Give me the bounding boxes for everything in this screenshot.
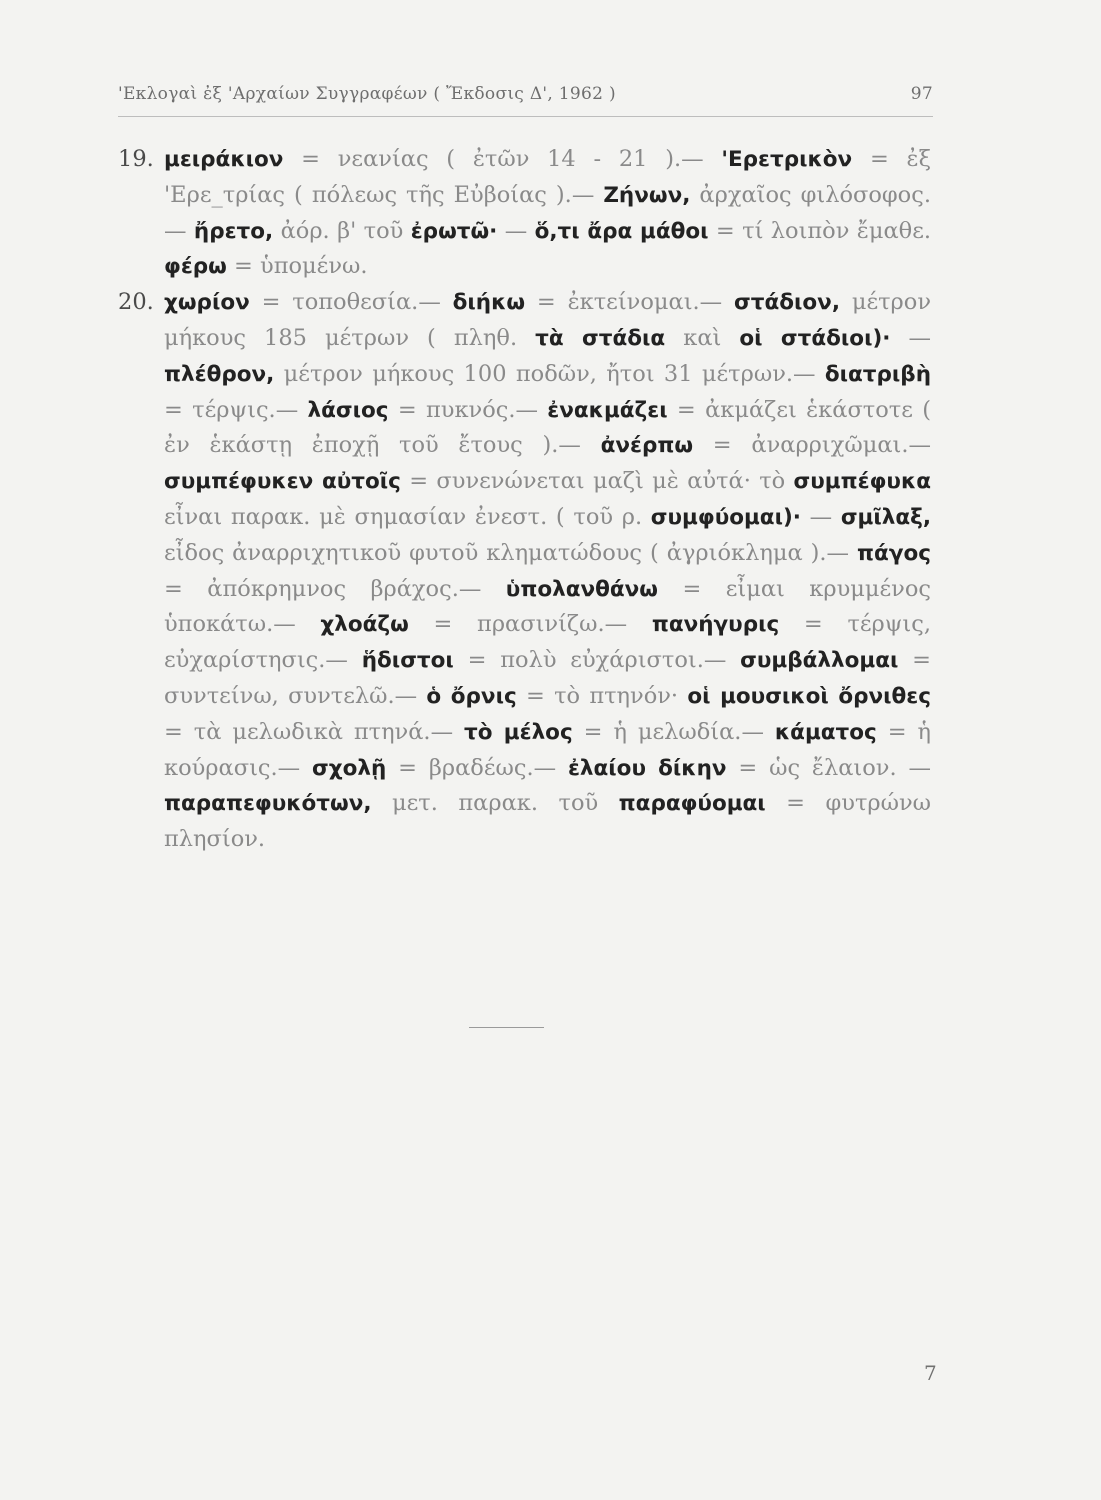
headword: στάδιον,	[734, 290, 840, 316]
definition-text: καὶ	[665, 324, 740, 351]
header-rule	[118, 116, 933, 117]
definition-text: = εἶμαι κρυμμένος ὑποκάτω.—	[164, 575, 931, 638]
glossary-entry-19	[118, 142, 932, 285]
definition-text: = ἡ μελωδία.—	[572, 718, 775, 745]
headword: ἀνέρπω	[600, 433, 694, 459]
definition-text: = τέρψις, εὐχαρίστησις.—	[164, 611, 931, 674]
definition-text: = ἀπόκρημνος βράχος.—	[164, 575, 506, 602]
definition-text: μέτρον μήκους 100 ποδῶν, ἤτοι 31 μέτρων.—	[274, 360, 825, 387]
headword: σμῖλαξ,	[840, 504, 932, 530]
definition-text: = ἡ κούρασις.—	[164, 718, 931, 781]
headword: ἐλαίου δίκην	[567, 755, 727, 781]
headword: συμπέφυκεν αὐτοῖς	[164, 469, 401, 495]
headword: ὑπολανθάνω	[505, 576, 658, 602]
definition-text: ἀόρ. β' τοῦ	[273, 217, 411, 244]
page-number: 97	[910, 84, 933, 104]
headword: μειράκιον	[164, 147, 284, 172]
running-header	[118, 84, 933, 104]
definition-text: = τέρψις.—	[164, 396, 308, 423]
definition-text: = νεανίας ( ἐτῶν 14 - 21 ).—	[283, 146, 722, 172]
definition-text: —	[800, 503, 841, 530]
definition-text: = βραδέως.—	[386, 754, 568, 781]
definition-text: = ὡς ἔλαιον. —	[726, 754, 931, 781]
headword: 'Ερετρικὸν	[721, 147, 853, 172]
headword: παραφύομαι	[618, 791, 766, 817]
headword: ὅ,τι ἄρα μάθοι	[534, 218, 709, 244]
definition-text: —	[497, 217, 535, 244]
definition-text: = τὸ πτηνόν·	[516, 682, 688, 709]
definition-text: = συνενώνεται μαζὶ μὲ αὐτά· τὸ	[400, 468, 794, 495]
headword: ἤρετο,	[193, 218, 274, 244]
headword: διατριβὴ	[824, 361, 931, 387]
definition-text: = φυτρώνω πλησίον.	[164, 790, 932, 853]
headword: σχολῇ	[312, 755, 387, 781]
definition-text: = τὰ μελωδικὰ πτηνά.—	[164, 718, 465, 745]
headword: συμπέφυκα	[793, 469, 931, 495]
headword: οἱ μουσικοὶ ὄρνιθες	[687, 683, 931, 709]
headword: ἐνακμάζει	[547, 397, 668, 423]
headword: χωρίον	[164, 290, 250, 316]
headword: ἥδιστοι	[361, 648, 454, 674]
headword: πλέθρον,	[164, 361, 275, 387]
definition-text: = ἐξ 'Ερε_τρίας ( πόλεως τῆς Εὐβοίας ).—	[164, 146, 932, 208]
headword: διήκω	[452, 290, 526, 316]
headword: ὁ ὄρνις	[426, 683, 517, 709]
entry-number: 20.	[118, 289, 154, 316]
definition-text: = πυκνός.—	[388, 396, 548, 423]
headword: τὰ στάδια	[535, 325, 666, 351]
definition-text: = πρασινίζω.—	[408, 611, 652, 638]
definition-text: εἶναι παρακ. μὲ σημασίαν ἐνεστ. ( τοῦ ρ.	[164, 503, 651, 530]
headword: χλοάζω	[320, 612, 409, 638]
definition-text: = συντείνω, συντελῶ.—	[164, 647, 931, 709]
definition-text: = ἀναρριχῶμαι.—	[693, 432, 931, 459]
end-separator-rule	[469, 1027, 544, 1028]
entry-text	[164, 289, 931, 852]
headword: συμβάλλομαι	[740, 648, 899, 674]
signature-mark: 7	[924, 1361, 937, 1385]
headword: λάσιος	[307, 397, 389, 423]
headword: τὸ μέλος	[464, 719, 573, 745]
headword: οἱ στάδιοι)·	[739, 325, 891, 351]
headword: φέρω	[164, 254, 227, 280]
headword: συμφύομαι)·	[650, 504, 801, 530]
definition-text: μέτρον μήκους 185 μέτρων ( πληθ.	[164, 289, 931, 351]
definition-text: = ἐκτείνομαι.—	[525, 289, 735, 316]
definition-text: —	[890, 324, 932, 351]
headword: πάγος	[857, 540, 931, 566]
definition-text: = τί λοιπὸν ἔμαθε.	[708, 217, 932, 244]
definition-text: = ὑπομένω.	[226, 253, 368, 280]
glossary-body	[118, 142, 932, 858]
running-header-title: 'Εκλογαὶ ἐξ 'Αρχαίων Συγγραφέων ( Ἔκδοσις Δ', 1962 )	[118, 84, 616, 104]
headword: παραπεφυκότων,	[164, 791, 372, 817]
headword: Ζήνων,	[603, 182, 691, 208]
glossary-entry-20	[118, 285, 932, 858]
definition-text: = πολὺ εὐχάριστοι.—	[453, 647, 741, 674]
definition-text: = ἀκμάζει ἑκάστοτε ( ἐν ἑκάστῃ ἐποχῇ τοῦ ἔτους ).—	[164, 396, 931, 459]
headword: πανήγυρις	[651, 612, 780, 638]
entry-text	[164, 146, 931, 279]
definition-text: ἀρχαῖος φιλόσοφος.—	[164, 181, 931, 244]
headword: κάματος	[774, 719, 877, 745]
entry-number: 19.	[118, 146, 154, 172]
definition-text: εἶδος ἀναρριχητικοῦ φυτοῦ κληματώδους ( ἀγριόκλημα ).—	[164, 539, 858, 566]
headword: ἐρωτῶ·	[410, 218, 498, 244]
definition-text: μετ. παρακ. τοῦ	[371, 790, 619, 817]
definition-text: = τοποθεσία.—	[249, 289, 453, 316]
